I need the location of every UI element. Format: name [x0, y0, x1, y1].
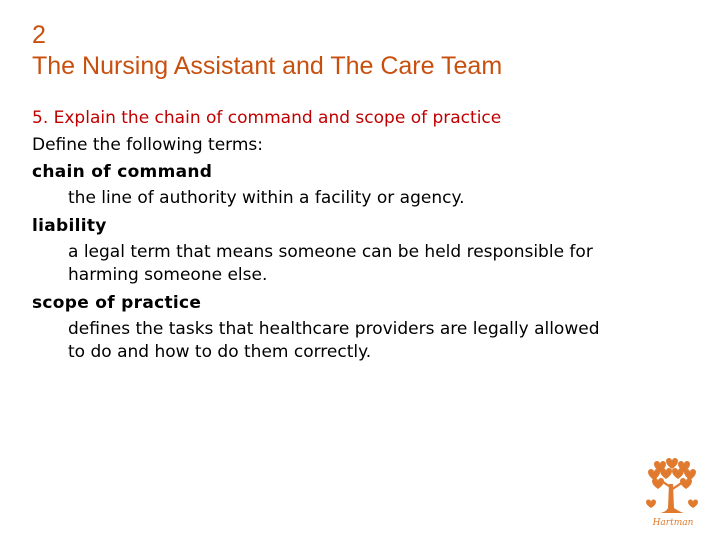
- publisher-logo: [640, 458, 704, 534]
- slide-header: [32, 20, 502, 82]
- chapter-title: The Nursing Assistant and The Care Team: [32, 52, 503, 80]
- term-liability: liability: [32, 216, 107, 236]
- definition-line: a legal term that means someone can be held responsible for: [68, 242, 593, 262]
- term-chain-of-command: chain of command: [32, 162, 213, 182]
- definition-scope-of-practice: [32, 317, 702, 364]
- learning-objective: 5. Explain the chain of command and scope of practice: [32, 108, 502, 128]
- definition-line: the line of authority within a facility or agency.: [68, 188, 465, 208]
- definition-chain-of-command: [32, 186, 702, 210]
- intro-text: Define the following terms:: [32, 135, 263, 155]
- logo-wordmark: Hartman: [652, 518, 694, 528]
- definition-line: harming someone else.: [68, 265, 268, 285]
- definition-line: to do and how to do them correctly.: [68, 342, 372, 362]
- definition-liability: [32, 240, 702, 287]
- chapter-number: 2: [32, 21, 46, 49]
- term-scope-of-practice: scope of practice: [32, 293, 202, 313]
- slide-body: [32, 105, 702, 367]
- definition-line: defines the tasks that healthcare providers are legally allowed: [68, 319, 600, 339]
- heart-tree-icon: [640, 458, 704, 518]
